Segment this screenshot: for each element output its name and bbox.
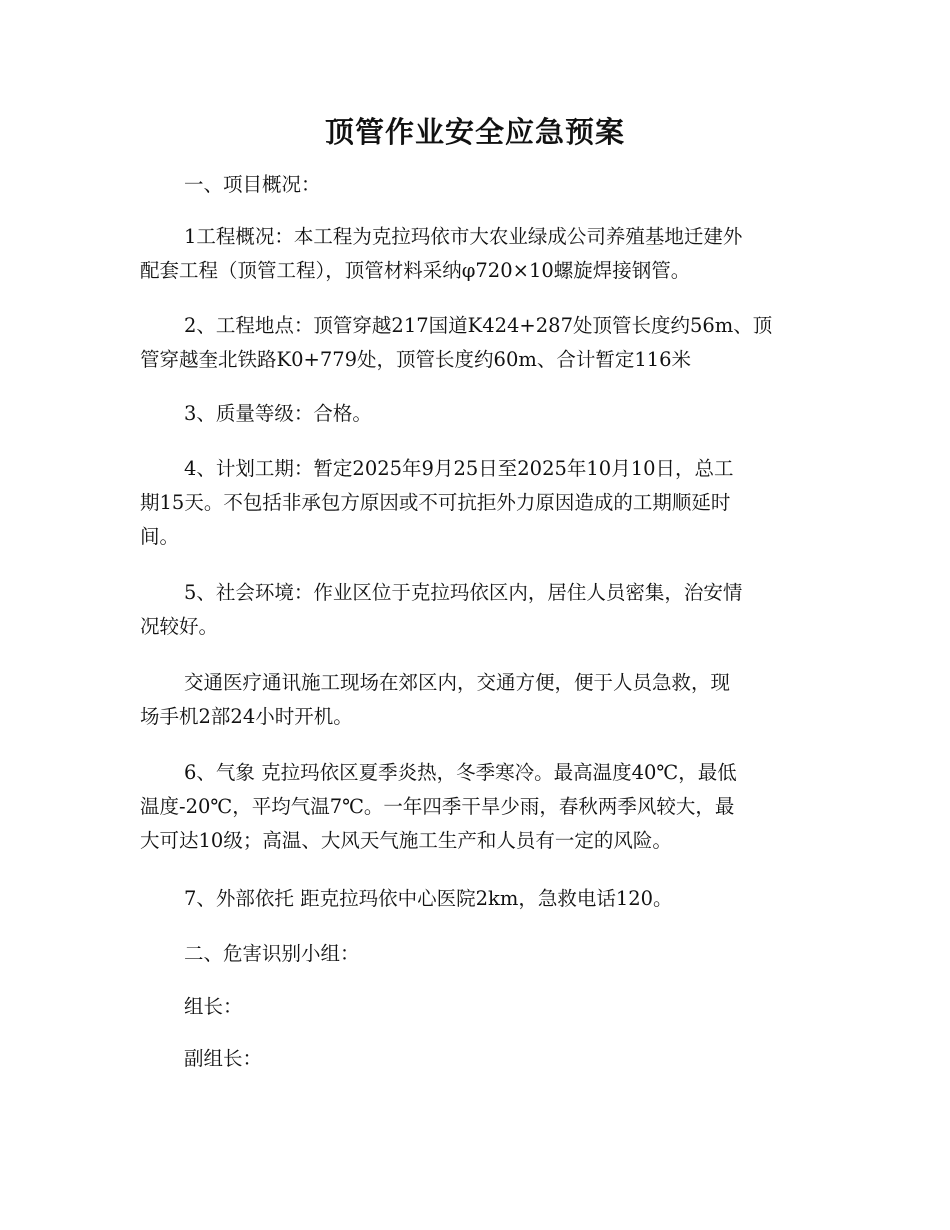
paragraph-line: 交通医疗通讯施工现场在郊区内，交通方便，便于人员急救，现 xyxy=(184,671,731,694)
paragraph-line: 6、气象 克拉玛依区夏季炎热，冬季寒冷。最高温度40℃，最低 xyxy=(184,761,737,784)
paragraph-line: 况较好。 xyxy=(140,615,219,638)
paragraph-line: 场手机2部24小时开机。 xyxy=(140,705,353,728)
section-heading-project-overview: 一、项目概况： xyxy=(184,173,321,196)
paragraph-project-overview xyxy=(140,220,820,288)
paragraph-line: 期15天。不包括非承包方原因或不可抗拒外力原因造成的工期顺延时 xyxy=(140,491,731,514)
paragraph-line: 温度-20℃，平均气温7℃。一年四季干旱少雨，春秋两季风较大，最 xyxy=(140,795,735,818)
paragraph-transport-medical xyxy=(140,666,820,734)
paragraph-line: 1工程概况：本工程为克拉玛依市大农业绿成公司养殖基地迁建外 xyxy=(184,225,743,248)
deputy-leader-label: 副组长： xyxy=(184,1047,263,1070)
paragraph-line: 2、工程地点：顶管穿越217国道K424+287处顶管长度约56m、顶 xyxy=(184,314,773,337)
paragraph-line: 大可达10级；高温、大风天气施工生产和人员有一定的风险。 xyxy=(140,829,672,852)
paragraph-line: 4、计划工期：暂定2025年9月25日至2025年10月10日，总工 xyxy=(184,457,734,480)
paragraph-weather xyxy=(140,756,820,858)
paragraph-quality-grade: 3、质量等级：合格。 xyxy=(184,402,372,425)
paragraph-line: 配套工程（顶管工程），顶管材料采纳φ720×10螺旋焊接钢管。 xyxy=(140,259,691,282)
paragraph-social-environment xyxy=(140,576,820,644)
paragraph-line: 5、社会环境：作业区位于克拉玛依区内，居住人员密集，治安情 xyxy=(184,581,743,604)
team-leader-label: 组长： xyxy=(184,995,243,1018)
paragraph-schedule xyxy=(140,452,820,554)
paragraph-line: 间。 xyxy=(140,525,180,548)
paragraph-line: 管穿越奎北铁路K0+779处，顶管长度约60m、合计暂定116米 xyxy=(140,348,692,371)
section-heading-hazard-team: 二、危害识别小组： xyxy=(184,942,360,965)
document-title: 顶管作业安全应急预案 xyxy=(324,115,625,149)
paragraph-project-location xyxy=(140,309,820,377)
paragraph-external-support: 7、外部依托 距克拉玛依中心医院2km，急救电话120。 xyxy=(184,887,673,910)
